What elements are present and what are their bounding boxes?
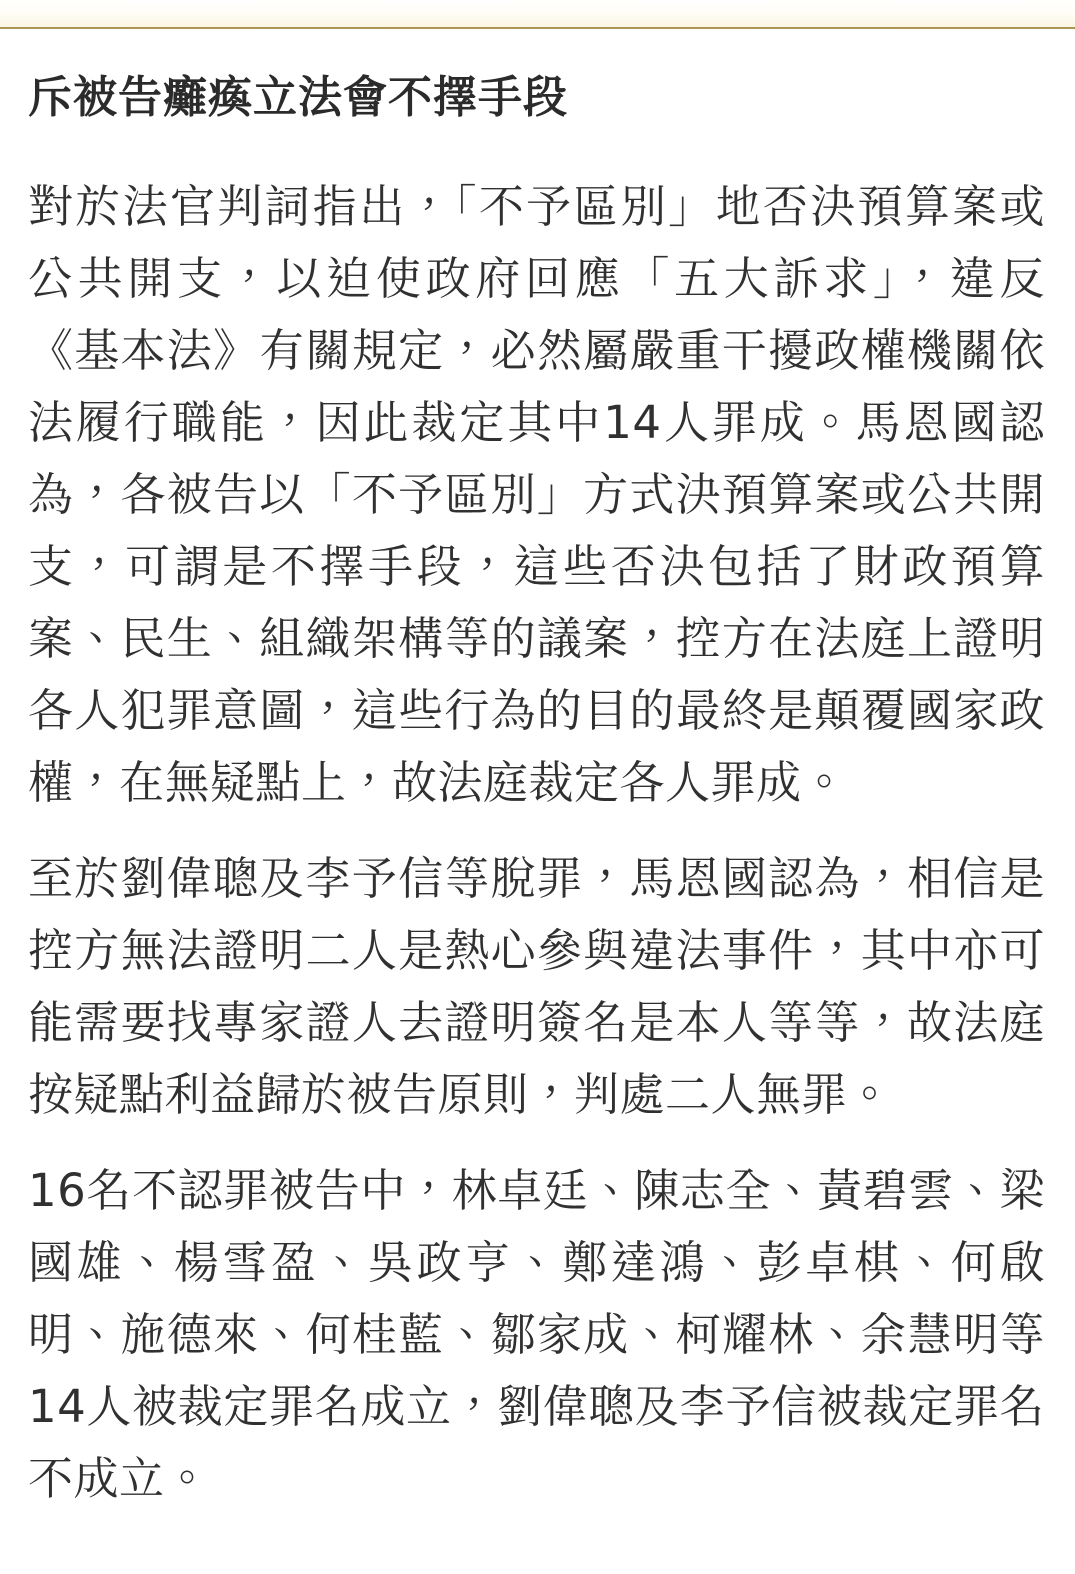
article-paragraph-2: 至於劉偉聰及李予信等脫罪，馬恩國認為，相信是控方無法證明二人是熱心參與違法事件，其中亦可能需要找專家證人去證明簽名是本人等等，故法庭按疑點利益歸於被告原則，判處二人無罪。 <box>28 852 1045 1121</box>
article-paragraph-3: 16名不認罪被告中，林卓廷、陳志全、黃碧雲、梁國雄、楊雪盈、吳政亨、鄭達鴻、彭卓棋、何啟明、施德來、何桂藍、鄒家成、柯耀林、余慧明等14人被裁定罪名成立，劉偉聰及李予信被裁定罪名不成立。 <box>28 1164 1045 1505</box>
top-divider <box>0 0 1075 29</box>
article-body <box>0 70 1075 1555</box>
article-paragraph-1: 對於法官判詞指出，「不予區別」地否決預算案或公共開支，以迫使政府回應「五大訴求」，違反《基本法》有關規定，必然屬嚴重干擾政權機關依法履行職能，因此裁定其中14人罪成。馬恩國認為，各被告以「不予區別」方式決預算案或公共開支，可謂是不擇手段，這些否決包括了財政預算案、民生、組織架構等的議案，控方在法庭上證明各人犯罪意圖，這些行為的目的最終是顛覆國家政權，在無疑點上，故法庭裁定各人罪成。 <box>28 180 1045 809</box>
article-heading: 斥被告癱瘓立法會不擇手段 <box>28 72 568 123</box>
